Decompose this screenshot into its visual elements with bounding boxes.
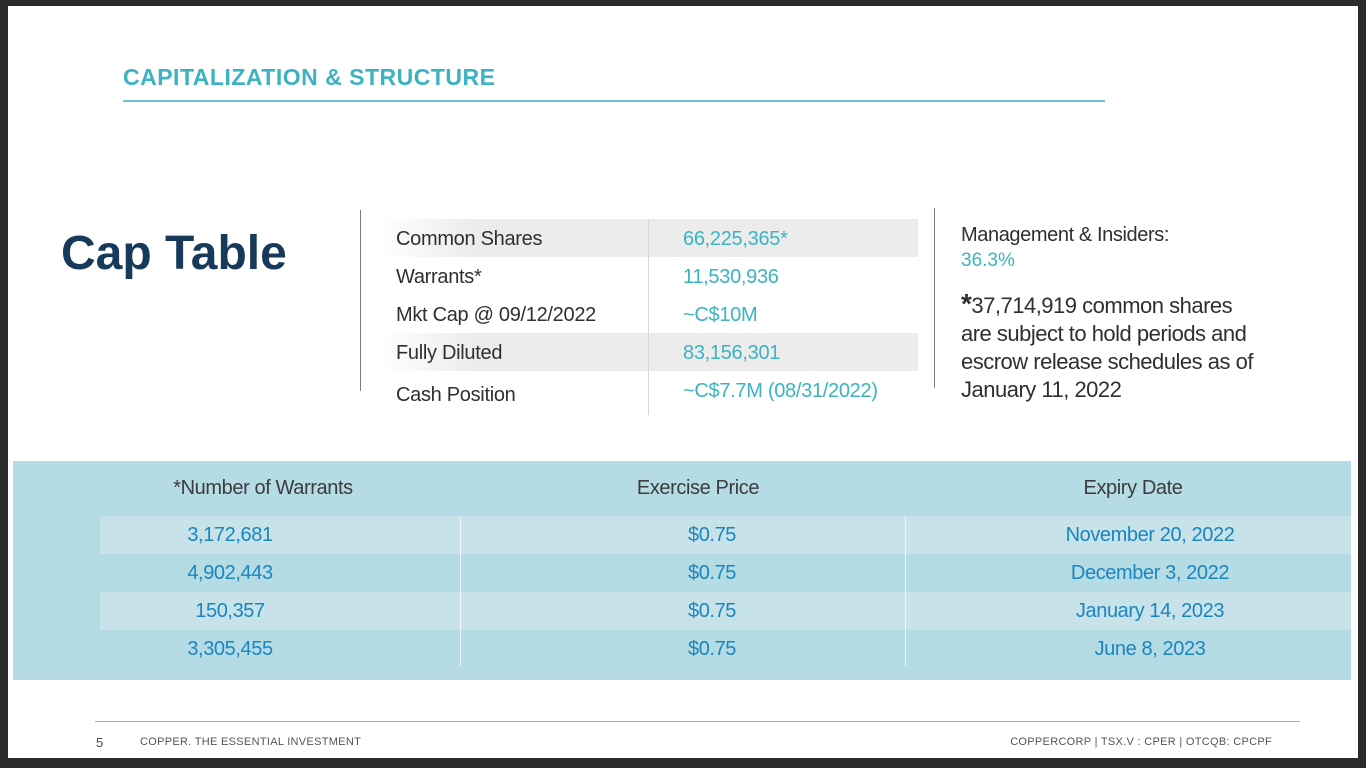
column-separator <box>905 516 906 666</box>
footnote-line: escrow release schedules as of <box>961 349 1253 374</box>
footer-divider <box>95 721 1300 722</box>
expiry-date: November 20, 2022 <box>1065 524 1235 546</box>
management-value: 36.3% <box>961 250 1015 271</box>
expiry-date: December 3, 2022 <box>1070 562 1230 584</box>
expiry-date: January 14, 2023 <box>1075 600 1225 622</box>
cap-value: ~C$10M <box>683 304 758 326</box>
cap-value: ~C$7.7M (08/31/2022) <box>683 380 878 402</box>
warrants-table <box>13 461 1351 680</box>
column-separator <box>460 516 461 666</box>
right-divider <box>934 208 935 388</box>
share-hold-footnote <box>961 290 1253 404</box>
exercise-price: $0.75 <box>687 638 737 660</box>
warrant-count: 3,172,681 <box>187 524 273 546</box>
header-exercise-price: Exercise Price <box>636 477 760 499</box>
warrant-count: 3,305,455 <box>187 638 273 660</box>
cap-label: Fully Diluted <box>396 342 503 364</box>
table-row <box>100 630 1351 668</box>
cap-label: Cash Position <box>396 384 516 406</box>
table-row <box>100 516 1351 554</box>
exercise-price: $0.75 <box>687 600 737 622</box>
management-label: Management & Insiders: <box>961 224 1169 246</box>
title-divider <box>123 100 1105 102</box>
footer-ticker: COPPERCORP | TSX.V : CPER | OTCQB: CPCPF <box>1010 736 1272 748</box>
left-divider <box>360 210 361 391</box>
footnote-line: 37,714,919 common shares <box>971 293 1233 318</box>
warrants-table-header <box>13 461 1351 515</box>
footer-tagline: COPPER. THE ESSENTIAL INVESTMENT <box>140 736 362 748</box>
page-number: 5 <box>96 735 104 750</box>
cap-label: Mkt Cap @ 09/12/2022 <box>396 304 596 326</box>
cap-label: Common Shares <box>396 228 543 250</box>
table-row <box>100 592 1351 630</box>
exercise-price: $0.75 <box>687 562 737 584</box>
warrant-count: 150,357 <box>195 600 265 622</box>
slide <box>8 6 1358 758</box>
exercise-price: $0.75 <box>687 524 737 546</box>
expiry-date: June 8, 2023 <box>1094 638 1206 660</box>
header-number-of-warrants: *Number of Warrants <box>173 477 353 499</box>
cap-value: 83,156,301 <box>683 342 781 364</box>
footnote-line: January 11, 2022 <box>961 377 1122 402</box>
footnote-line: are subject to hold periods and <box>961 321 1247 346</box>
slide-title: CAPITALIZATION & STRUCTURE <box>123 64 496 90</box>
cap-table-heading: Cap Table <box>61 227 287 280</box>
header-expiry-date: Expiry Date <box>1083 477 1183 499</box>
cap-label: Warrants* <box>396 266 482 288</box>
cap-column-divider <box>648 219 649 415</box>
cap-value: 11,530,936 <box>683 266 779 288</box>
warrant-count: 4,902,443 <box>187 562 273 584</box>
footnote-asterisk: * <box>961 288 972 319</box>
table-row <box>100 554 1351 592</box>
cap-value: 66,225,365* <box>683 228 788 250</box>
